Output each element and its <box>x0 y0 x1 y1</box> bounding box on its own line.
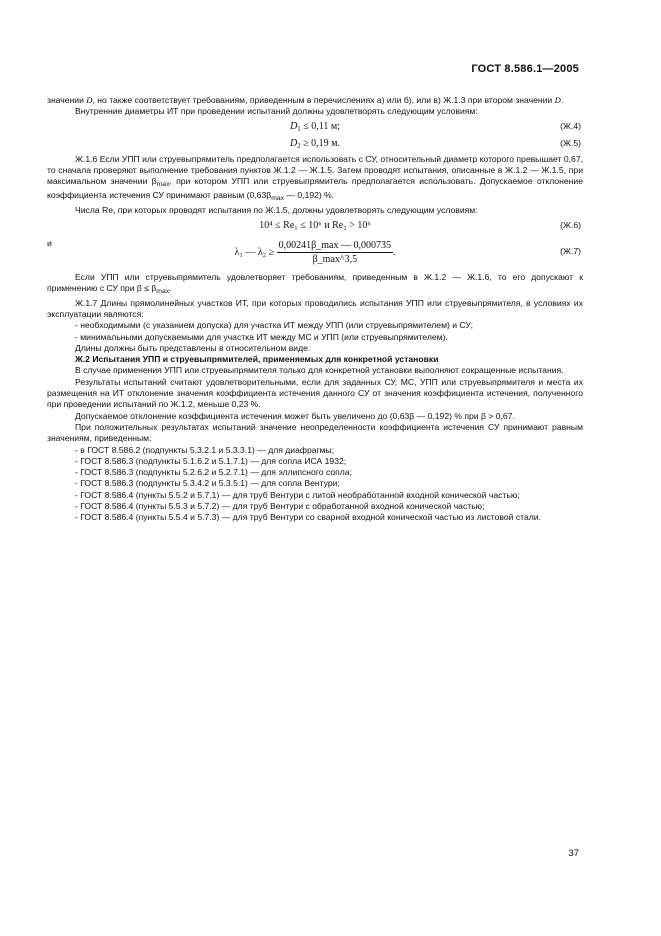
paragraph-zh-1-7: Ж.1.7 Длины прямолинейных участков ИТ, при которых проводились испытания УПП или струевыпрямителя, в условиях их эксплуатации являются: <box>47 297 583 319</box>
variable-d: D <box>290 120 298 132</box>
subscript: 1 <box>297 125 301 133</box>
formula-zh5 <box>47 137 583 152</box>
list-item: - ГОСТ 8.586.3 (подпункты 5.1.6.2 и 5.1.7.1) — для сопла ИСА 1932; <box>75 455 347 466</box>
variable-d: D <box>554 95 561 105</box>
formula-number: (Ж.6) <box>560 220 581 231</box>
text-run: . <box>169 283 172 294</box>
formula-zh7 <box>47 238 583 268</box>
fraction <box>277 240 393 266</box>
section-title-zh-2: Ж.2 Испытания УПП и струевыпрямителей, применяемых для конкретной установки <box>75 354 439 365</box>
list-item: - ГОСТ 8.586.3 (подпункты 5.3.4.2 и 5.3.5.1) — для сопла Вентури; <box>75 478 340 489</box>
formula-number: (Ж.4) <box>560 120 581 131</box>
formula-text: ≤ 0,11 м; <box>300 120 340 132</box>
paragraph-admission <box>47 272 583 298</box>
text-run: — 0,192) %. <box>284 190 335 201</box>
text-run: Если УПП или струевыпрямитель удовлетворяет требованиям, приведенным в Ж.1.2 — Ж.1.6, то его допускают к применению с СУ при β ≤ β <box>47 272 583 294</box>
formula-text: . <box>392 247 396 259</box>
subscript: max <box>156 181 170 189</box>
paragraph-tolerance: Допускаемое отклонение коэффициента истечения может быть увеличено до (0,63β — 0,192) % при β > 0,67. <box>75 410 515 421</box>
formula-number: (Ж.7) <box>560 246 581 257</box>
fraction-numerator: 0,00241β_max — 0,000735 <box>277 240 393 253</box>
page-body <box>47 95 583 524</box>
formula-text: 10⁴ ≤ Re₁ ≤ 10⁶ и Re₂ > 10⁶ <box>259 220 371 232</box>
formula-number: (Ж.5) <box>560 137 581 148</box>
list-item: - ГОСТ 8.586.3 (подпункты 5.2.6.2 и 5.2.7.1) — для эллипсного сопла; <box>75 467 352 478</box>
list-item: - необходимыми (с указанием допуска) для участка ИТ между УПП (или струевыпрямителем) и СУ; <box>75 320 473 331</box>
list-item: - ГОСТ 8.586.4 (пункты 5.5.2 и 5.7.1) — для труб Вентури с литой необработанной входной конической частью; <box>75 489 520 500</box>
text-run: Ж.1.6 Если УПП или струевыпрямитель предполагается использовать с СУ, относительный диаметр которого превышает 0,67, то сначала проверяют выполнение требования пунктов Ж.1.2 — Ж.1.5. Затем проводят испытания, описанные в Ж.1.2 — Ж.1.5, при максимальном значении β <box>47 153 583 187</box>
page-number: 37 <box>568 848 579 859</box>
paragraph-zh-1-6 <box>47 154 583 205</box>
conjunction-and: и <box>47 238 52 249</box>
document-number-header: ГОСТ 8.586.1—2005 <box>471 63 579 75</box>
subscript: 2 <box>297 142 301 150</box>
subscript: max <box>156 288 170 296</box>
paragraph-inner-diameters: Внутренние диаметры ИТ при проведении испытаний должны удовлетворять следующим условиям: <box>75 106 478 117</box>
text-run: , но также соответствует требованиям, приведенным в перечислениях а) или б), или в) Ж.1.3 при втором значении <box>92 95 555 105</box>
paragraph-results: Результаты испытаний считают удовлетворительными, если для заданных СУ, МС, УПП или струевыпрямителя и места их размещения на ИТ отклонение значения коэффициента истечения данного СУ от значения коэффициента истечения, полученного при проведении испытаний по Ж.1.2, меньше 0,23 %. <box>47 376 583 410</box>
list-item: - в ГОСТ 8.586.2 (подпункты 5.3.2.1 и 5.3.3.1) — для диафрагмы; <box>75 444 335 455</box>
list-item: - ГОСТ 8.586.4 (пункты 5.5.3 и 5.7.2) — для труб Вентури с обработанной входной конической частью; <box>75 501 485 512</box>
variable-d: D <box>86 95 93 105</box>
text-run: , при котором УПП или струевыпрямитель предполагается использовать. Допускаемое отклонение коэффициента истечения СУ принимают равным (0,63β <box>47 176 583 201</box>
paragraph-relative-lengths: Длины должны быть представлены в относительном виде. <box>75 342 311 353</box>
formula-lhs: λ₁ — λ₂ ≥ <box>234 247 277 259</box>
list-item: - ГОСТ 8.586.4 (пункты 5.5.4 и 5.7.3) — для труб Вентури со сварной входной конической частью из листовой стали. <box>75 512 541 523</box>
formula-zh4 <box>47 120 583 135</box>
fraction-denominator: β_max^3,5 <box>312 254 358 266</box>
text-run: . <box>560 95 564 105</box>
formula-text: ≥ 0,19 м. <box>300 137 340 149</box>
paragraph-uncertainty: При положительных результатах испытаний значение неопределенности коэффициента истечения СУ принимают равным значениям, приведенным: <box>47 421 583 444</box>
list-item: - минимальными допускаемыми для участка ИТ между МС и УПП (или струевыпрямителем). <box>75 331 448 342</box>
formula-zh6 <box>47 219 583 234</box>
subscript: max <box>271 195 285 203</box>
variable-d: D <box>290 137 298 149</box>
paragraph-d-value <box>47 95 583 106</box>
text-run: значении <box>47 95 87 105</box>
paragraph-re-conditions: Числа Re, при которых проводят испытания по Ж.1.5, должны удовлетворять следующим условиям: <box>75 204 478 215</box>
paragraph-reduced-tests: В случае применения УПП или струевыпрямителя только для конкретной установки выполняют сокращенные испытания. <box>75 365 564 376</box>
